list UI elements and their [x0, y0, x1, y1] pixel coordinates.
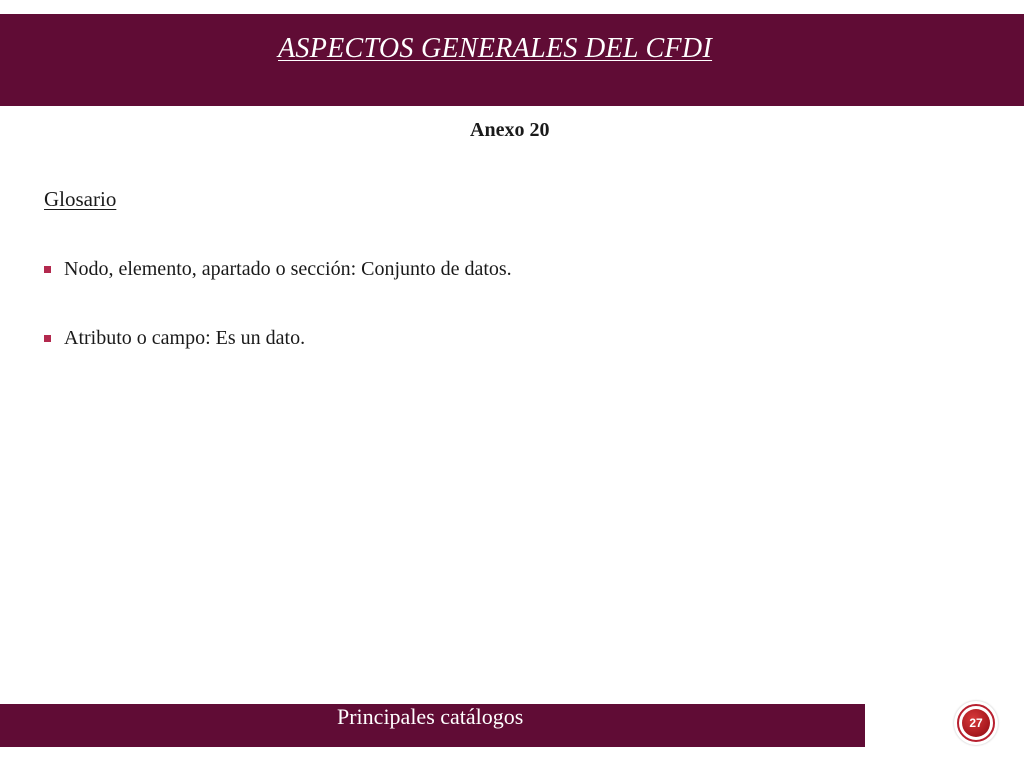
bullet-item [44, 327, 305, 350]
bullet-item [44, 258, 512, 281]
page-number-badge [954, 701, 998, 745]
section-heading: Glosario [44, 187, 117, 211]
bullet-text: Nodo, elemento, apartado o sección: Conjunto de datos. [64, 258, 512, 280]
page-number: 27 [962, 709, 990, 737]
slide-title: ASPECTOS GENERALES DEL CFDI [278, 33, 713, 64]
square-bullet-icon [44, 266, 51, 273]
page-number-ring [957, 704, 995, 742]
square-bullet-icon [44, 335, 51, 342]
bullet-text: Atributo o campo: Es un dato. [64, 327, 306, 349]
slide-subtitle: Anexo 20 [470, 119, 550, 141]
footer-label: Principales catálogos [337, 704, 524, 729]
